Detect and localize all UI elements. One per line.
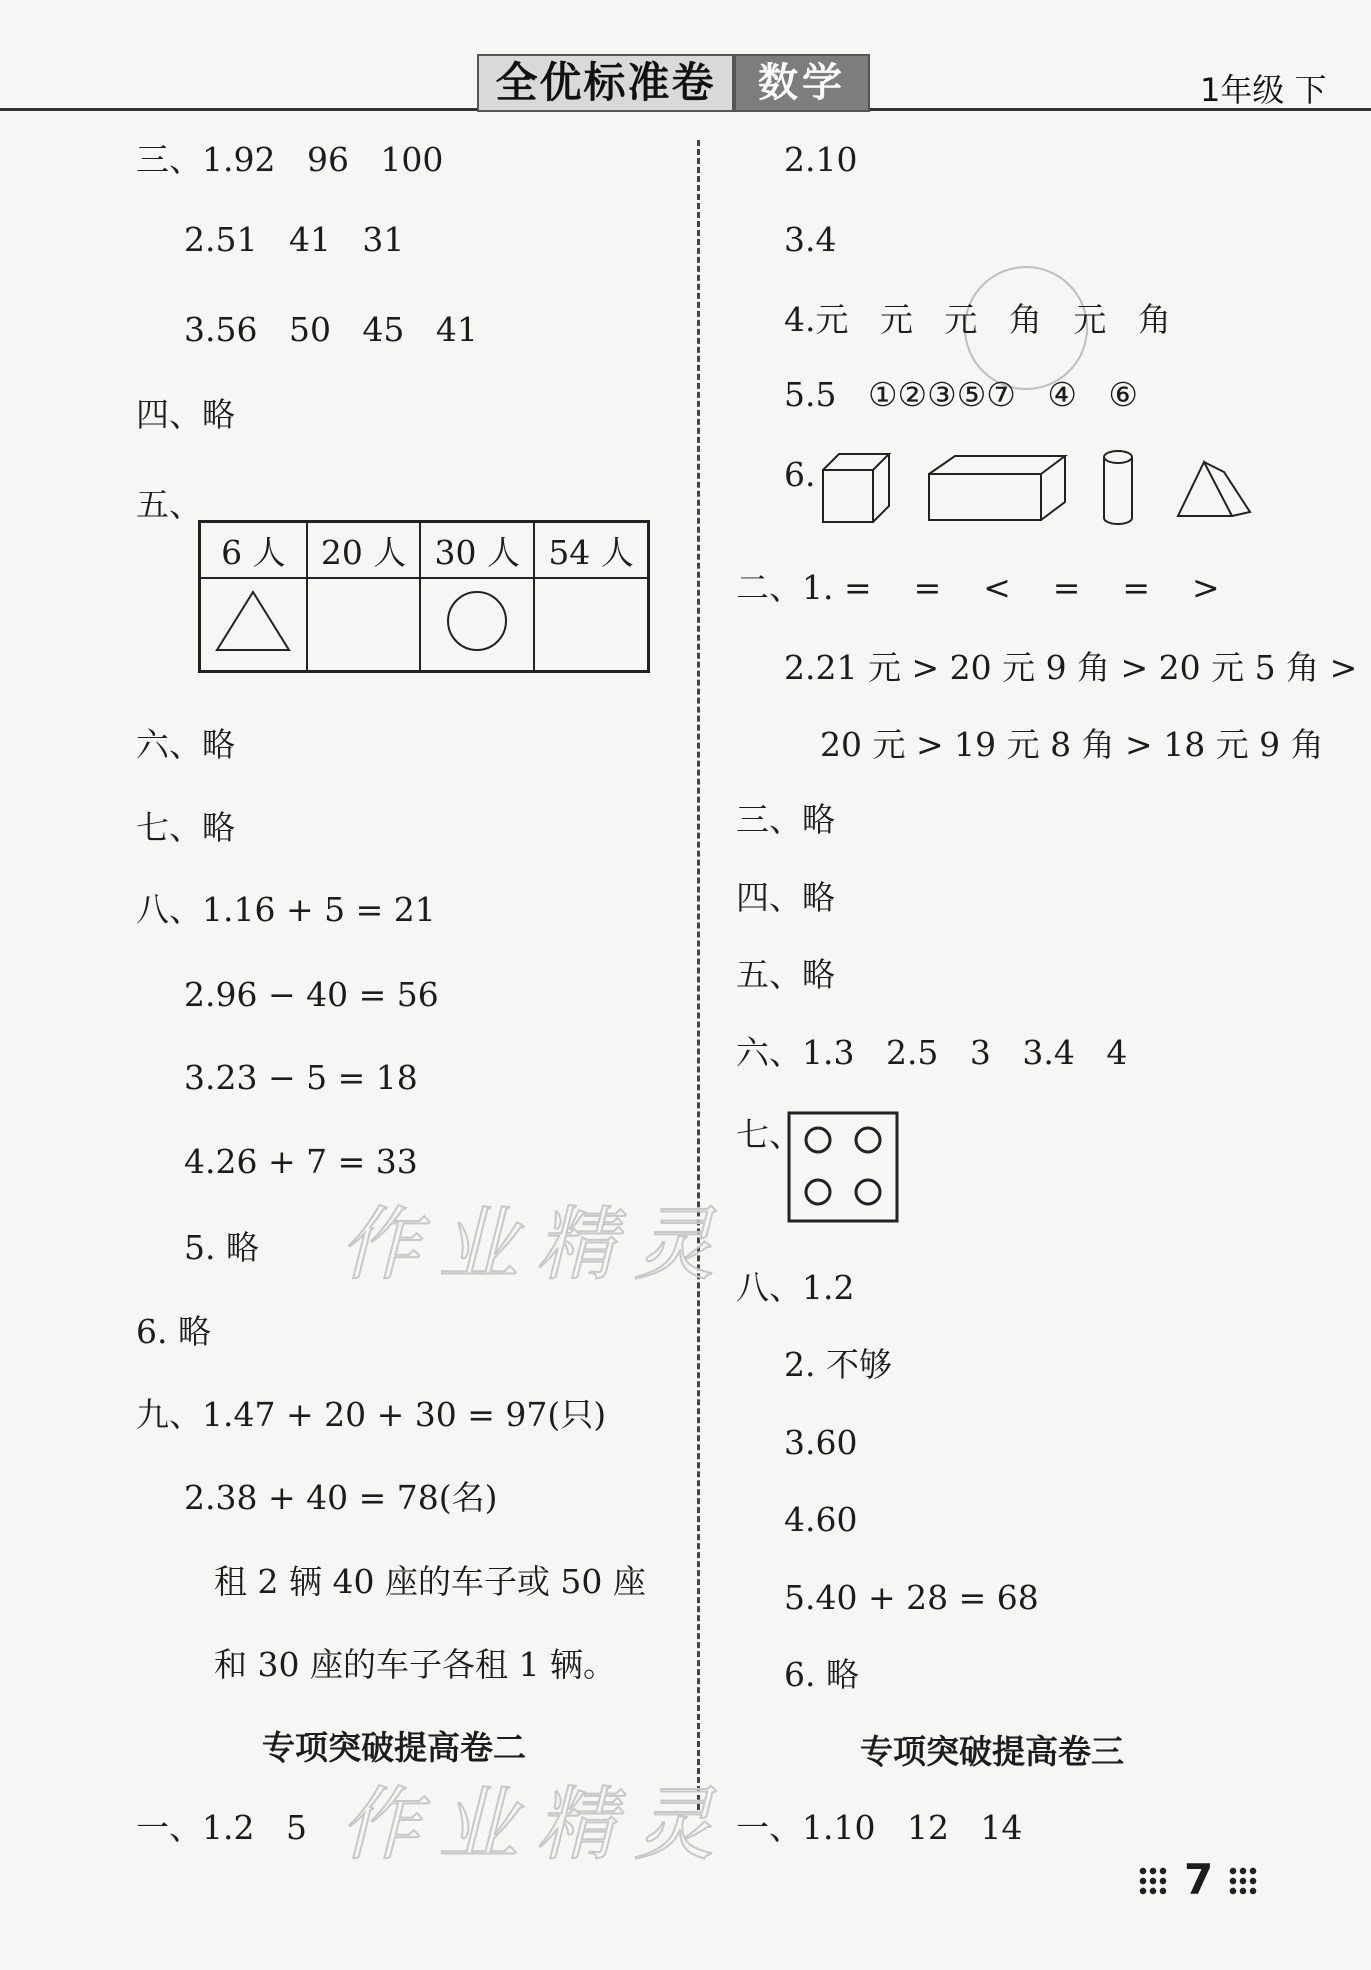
answer-line: 三、1.92 96 100 <box>136 140 444 179</box>
grade-label: 1年级 下 <box>1200 71 1327 109</box>
answer-line: 4.60 <box>784 1500 858 1539</box>
answer-line: 八、1.2 <box>736 1268 855 1307</box>
answer-line: 3.4 <box>784 220 837 259</box>
answer-line: 四、略 <box>736 878 835 917</box>
watermark: 作业精灵 <box>340 1198 732 1291</box>
answer-line: 四、略 <box>136 395 235 434</box>
cylinder-icon <box>1100 448 1136 528</box>
answer-line: 5.5 ①②③⑤⑦ ④ ⑥ <box>784 375 1138 414</box>
table-cell <box>200 578 307 672</box>
answer-line: 和 30 座的车子各租 1 辆。 <box>214 1645 616 1684</box>
cuboid-icon <box>926 452 1068 524</box>
answer-line: 6. 略 <box>784 1655 859 1694</box>
dots-icon <box>1228 1866 1258 1896</box>
answer-line: 2. 不够 <box>784 1345 892 1384</box>
column-divider <box>697 140 700 1810</box>
table-cell <box>534 578 648 672</box>
brand-title: 全优标准卷 <box>477 54 734 112</box>
circle-icon <box>444 588 510 654</box>
answer-line: 2.51 41 31 <box>184 220 405 259</box>
answer-line: 20 元 > 19 元 8 角 > 18 元 9 角 <box>820 725 1324 764</box>
answer-line: 2.10 <box>784 140 858 179</box>
dots-icon <box>1138 1866 1168 1896</box>
answer-line: 3.56 50 45 41 <box>184 310 478 349</box>
table-cell <box>420 578 534 672</box>
section-heading: 专项突破提高卷三 <box>860 1732 1124 1771</box>
watermark: 作业精灵 <box>340 1778 732 1871</box>
four-circles-square-icon <box>786 1110 900 1224</box>
answer-line: 一、1.2 5 <box>136 1808 307 1847</box>
section-heading: 专项突破提高卷二 <box>262 1728 526 1767</box>
cube-icon <box>820 450 892 526</box>
answer-line: 2.21 元 > 20 元 9 角 > 20 元 5 角 > <box>784 648 1358 687</box>
answer-line: 4.26 + 7 = 33 <box>184 1142 418 1181</box>
answer-line: 3.60 <box>784 1423 858 1462</box>
answer-line: 七、略 <box>136 808 235 847</box>
answer-line: 6. <box>784 455 816 494</box>
answer-line: 八、1.16 + 5 = 21 <box>136 890 436 929</box>
triangle-icon <box>213 588 293 654</box>
table-cell <box>307 578 421 672</box>
table-header-cell: 30 人 <box>420 522 534 579</box>
answer-line: 五、 <box>136 485 202 524</box>
answer-line: 4.元 元 元 角 元 角 <box>784 300 1171 339</box>
answer-line: 2.96 − 40 = 56 <box>184 975 439 1014</box>
answer-line: 2.38 + 40 = 78(名) <box>184 1478 498 1517</box>
triangular-prism-icon <box>1174 458 1254 522</box>
table-header-cell: 54 人 <box>534 522 648 579</box>
answer-line: 六、1.3 2.5 3 3.4 4 <box>736 1033 1128 1072</box>
table-header-cell: 20 人 <box>307 522 421 579</box>
people-shape-table <box>198 520 650 673</box>
subject-label: 数学 <box>734 54 870 112</box>
answer-line: 3.23 − 5 = 18 <box>184 1058 418 1097</box>
answer-line: 租 2 辆 40 座的车子或 50 座 <box>214 1562 646 1601</box>
table-header-cell: 6 人 <box>200 522 307 579</box>
answer-line: 一、1.10 12 14 <box>736 1808 1023 1847</box>
answer-line: 三、略 <box>736 800 835 839</box>
answer-line: 6. 略 <box>136 1312 211 1351</box>
answer-line: 七、 <box>736 1115 802 1154</box>
answer-line: 5.40 + 28 = 68 <box>784 1578 1039 1617</box>
answer-line: 二、1. = = < = = > <box>736 568 1220 607</box>
page-number-area <box>1128 1852 1268 1912</box>
answer-line: 5. 略 <box>184 1228 259 1267</box>
answer-line: 六、略 <box>136 725 235 764</box>
answer-line: 九、1.47 + 20 + 30 = 97(只) <box>136 1395 607 1434</box>
answer-line: 五、略 <box>736 955 835 994</box>
page-number: 7 <box>1184 1855 1214 1904</box>
page-header <box>0 0 1371 118</box>
